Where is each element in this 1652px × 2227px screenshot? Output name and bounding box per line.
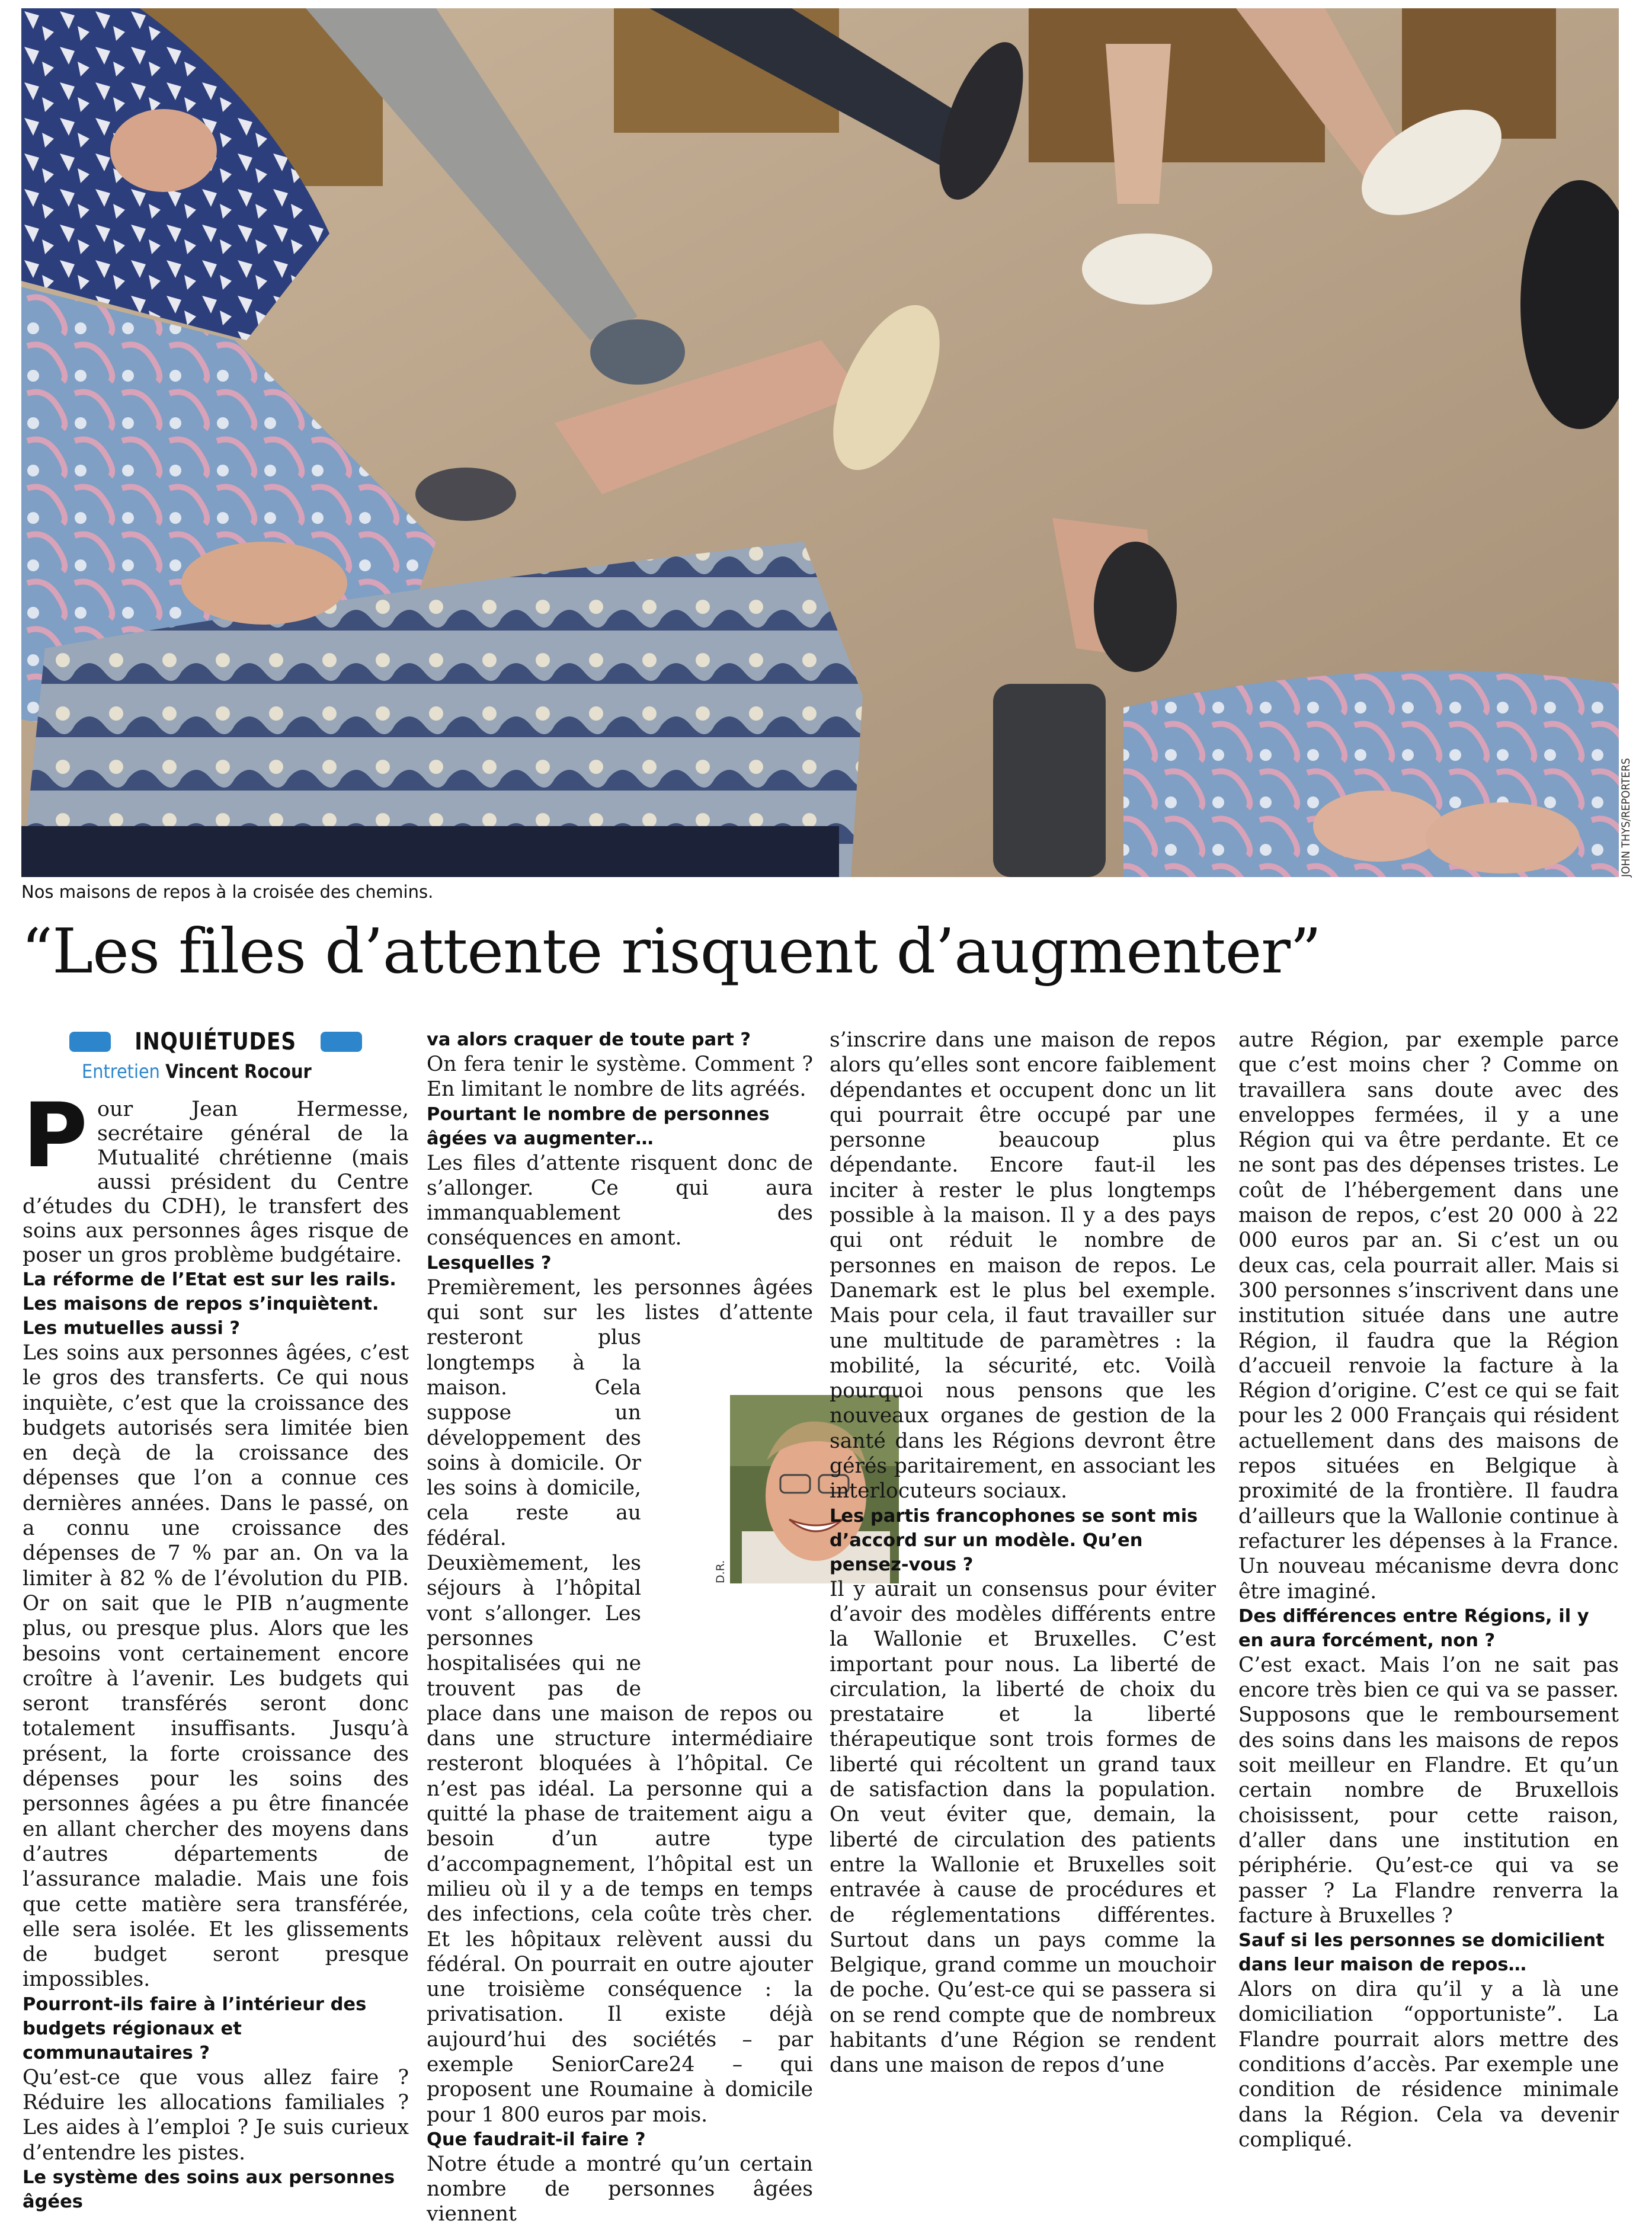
answer-6-part-2: s’inscrire dans une maison de repos alors qu’elles sont encore faiblement dépendantes et occupent donc un lit qui pourrait être occupé par une personne beaucoup plus dépendante. Encore faut-il les inciter à rester le plus longtemps possible à la maison. Il y a des pays qui ont réduit le nombre de personnes en maison de repos. Le Danemark est le plus bel exemple. Mais pour cela, il faut travailler sur une multitude de paramètres : la mobilité, la sécurité, etc. Voilà pourquoi nous pensons que les nouveaux organes de gestion de la santé dans les Régions devront être gérés paritairement, en associant les interlocuteurs sociaux. xyxy=(830,1028,1216,1503)
headline: “Les files d’attente risquent d’augmenter” xyxy=(21,915,1321,987)
answer-3: On fera tenir le système. Comment ? En limitant le nombre de lits agréés. xyxy=(427,1052,813,1102)
answer-5: Premièrement, les personnes âgées qui sont sur les listes d’attente resteront plus longtemps à la maison. Cela suppose un développement des soins à domicile. Or les soins à domicile, cela reste au fédéral. Deuxièmement, les séjours à l’hôpital vont s’allonger. Les personnes hospitalisées qui ne trouvent pas de place dans une maison de repos ou dans une structure intermédiaire resteront bloquées à l’hôpital. Ce n’est pas idéal. La personne qui a quitté la phase de traitement aigu a besoin d’un autre type d’accompagnement, l’hôpital est un milieu où il y a de temps en temps des infections, cela coûte très cher. Et les hôpitaux relèvent aussi du fédéral. On pourrait en outre ajouter une troisième conséquence : la privatisation. Il existe déjà aujourd’hui des sociétés – par exemple SeniorCare24 – qui proposent une Roumaine à domicile pour 1 800 euros par mois. xyxy=(427,1275,813,2127)
column-3 xyxy=(830,1028,1216,2078)
lead-paragraph xyxy=(23,1084,409,1268)
answer-2: Qu’est-ce que vous allez faire ? Réduire les allocations familiales ? Les aides à l’emploi ? Je suis curieux d’entendre les pistes. xyxy=(23,2065,409,2165)
answer-6-part-1: Notre étude a montré qu’un certain nombre de personnes âgées viennent xyxy=(427,2152,813,2226)
question-6: Que faudrait-il faire ? xyxy=(427,2129,646,2150)
answer-9: Alors on dira qu’il y a là une domiciliation “opportuniste”. La Flandre pourrait alors mettre des conditions d’accès. Par exemple une condition de résidence minimale dans la Région. Cela va devenir compliqué. xyxy=(1238,1978,1619,2152)
question-1: La réforme de l’Etat est sur les rails. Les maisons de repos s’inquiètent. Les mutuelles aussi ? xyxy=(23,1269,396,1339)
rubric-bar-left xyxy=(69,1032,111,1052)
photo-caption: Nos maisons de repos à la croisée des chemins. xyxy=(21,882,434,902)
question-2: Pourront-ils faire à l’intérieur des budgets régionaux et communautaires ? xyxy=(23,1994,367,2063)
rubric xyxy=(23,1028,409,1056)
photo-credit: JOHN THYS/REPORTERS xyxy=(1619,758,1632,877)
column-1 xyxy=(23,1028,409,2214)
elderly-circle-photo xyxy=(21,8,1619,877)
question-3-part-2: va alors craquer de toute part ? xyxy=(427,1029,751,1050)
question-8: Des différences entre Régions, il y en aura forcément, non ? xyxy=(1238,1605,1589,1651)
portrait-credit: D.R. xyxy=(714,1560,727,1583)
question-7: Les partis francophones se sont mis d’accord sur un modèle. Qu’en pensez-vous ? xyxy=(830,1505,1198,1575)
dropcap: P xyxy=(23,1084,88,1188)
byline xyxy=(82,1058,376,1084)
answer-7-part-1: Il y aurait un consensus pour éviter d’avoir des modèles différents entre la Wallonie et Bruxelles. C’est important pour nous. La liberté de circulation, la liberté de choix du prestataire et la liberté thérapeutique sont trois formes de liberté qui récoltent un grand taux de satisfaction dans la population. On veut éviter que, demain, la liberté de circulation des patients entre la Wallonie et Bruxelles soit entravée à cause de procédures et de réglementations différentes. Surtout dans un pays comme la Belgique, grand comme un mouchoir de poche. Qu’est-ce qui se passera si on se rend compte que de nombreux habitants d’une Région se rendent dans une maison de repos d’une xyxy=(830,1577,1216,2078)
question-3-part-1: Le système des soins aux personnes âgées xyxy=(23,2167,395,2212)
byline-kind: Entretien xyxy=(82,1060,160,1083)
lead-text: our Jean Hermesse, secrétaire général de la Mutualité chrétienne (mais aussi président du Centre d’études du CDH), le transfert des soins aux personnes âges risque de poser un gros problème budgétaire. xyxy=(23,1097,409,1267)
rubric-bar-right xyxy=(321,1032,362,1052)
answer-7-part-2: autre Région, par exemple parce que c’est moins cher ? Comme on travaillera sans doute avec des enveloppes fermées, il y a une Région qui va être perdante. Et ce ne sont pas des dépenses tristes. Le coût de l’hébergement dans une maison de repos, c’est 20 000 à 22 000 euros par an. Si c’est un ou deux cas, cela pourrait aller. Mais si 300 personnes s’inscrivent dans une institution située dans une autre Région, il faudra que la Région d’accueil renvoie la facture à la Région d’origine. C’est ce qui se fait pour les 2 000 Français qui résident actuellement dans des maisons de repos situées en Belgique à proximité de la frontière. Il faudra d’ailleurs que la Wallonie continue à refacturer les dépenses à la France. Un nouveau mécanisme devra donc être imaginé. xyxy=(1238,1028,1619,1604)
answer-8: C’est exact. Mais l’on ne sait pas encore très bien ce qui va se passer. Supposons que le remboursement des soins dans les maisons de repos soit meilleur en Flandre. Et qu’un certain nombre de Bruxellois choisissent, pour cette raison, d’aller dans une institution en périphérie. Qu’est-ce qui va se passer ? La Flandre renverra la facture à Bruxelles ? xyxy=(1238,1653,1619,1928)
rubric-label: INQUIÉTUDES xyxy=(135,1028,297,1055)
byline-author: Vincent Rocour xyxy=(165,1060,312,1083)
article-photo xyxy=(21,8,1619,877)
column-4 xyxy=(1238,1028,1619,2152)
column-2 xyxy=(427,1028,813,2227)
question-5: Lesquelles ? xyxy=(427,1252,552,1274)
answer-1: Les soins aux personnes âgées, c’est le gros des transferts. Ce qui nous inquiète, c’est que la croissance des budgets autorisés sera limitée bien en deçà de la croissance des dépenses que l’on a connue ces dernières années. Dans le passé, on a connu une croissance des dépenses de 7 % par an. On va la limiter à 82 % de l’évolution du PIB. Or on sait que le PIB n’augmente plus, ou presque plus. Alors que les besoins vont certainement encore croître à l’avenir. Les budgets qui seront transférés seront donc totalement insuffisants. Jusqu’à présent, la forte croissance des dépenses pour les soins des personnes âgées a pu être financée en allant chercher des moyens dans d’autres départements de l’assurance maladie. Mais une fois que cette matière sera transférée, elle sera isolée. Et les glissements de budget seront presque impossibles. xyxy=(23,1341,409,1992)
answer-4: Les files d’attente risquent donc de s’allonger. Ce qui aura immanquablement des conséquences en amont. xyxy=(427,1151,813,1250)
question-9: Sauf si les personnes se domicilient dans leur maison de repos… xyxy=(1238,1930,1605,1976)
question-4: Pourtant le nombre de personnes âgées va augmenter… xyxy=(427,1103,770,1149)
